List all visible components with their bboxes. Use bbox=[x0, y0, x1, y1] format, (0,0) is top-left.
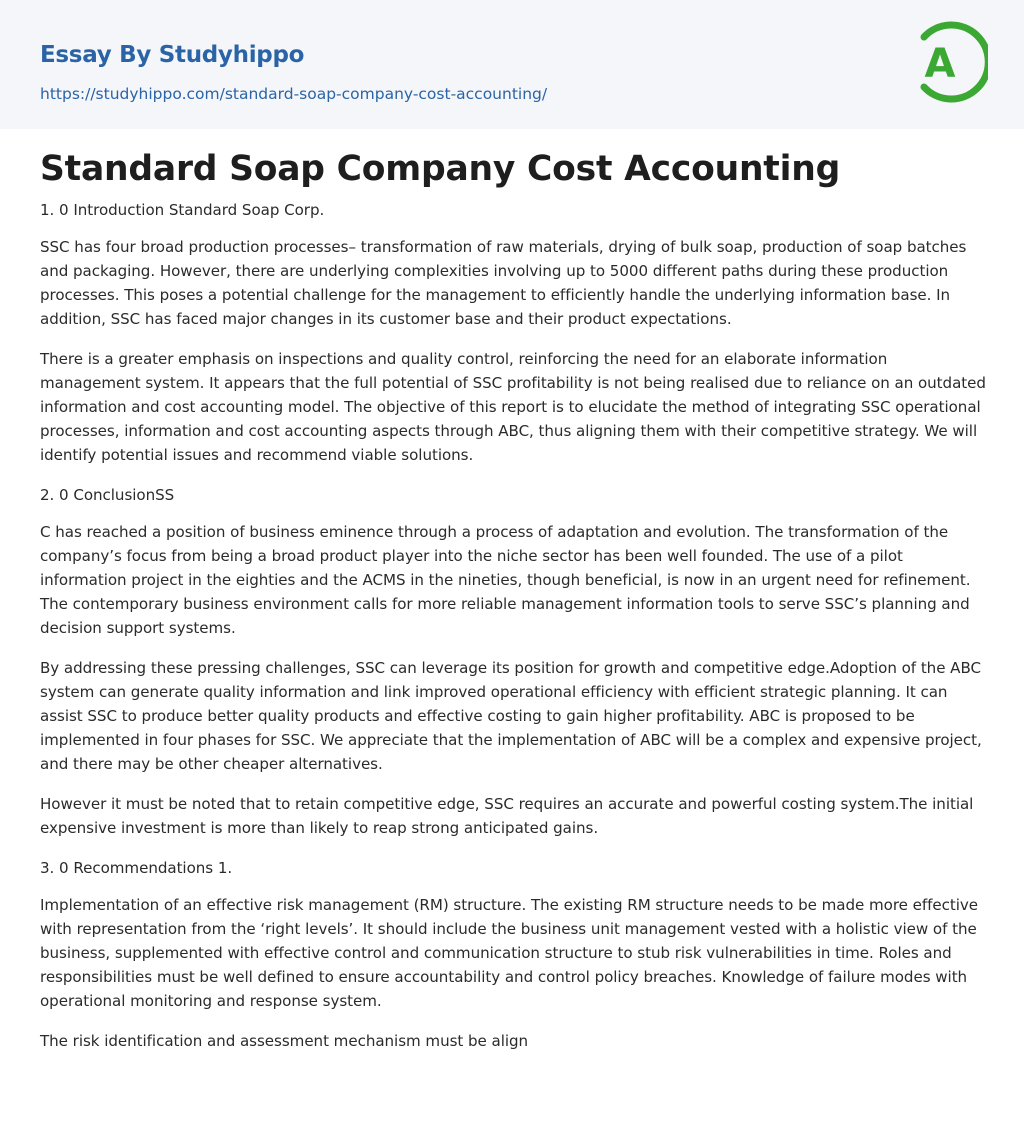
essay-paragraph: C has reached a position of business eminence through a process of adaptation and evolution. The transformation of the company’s focus from being a broad product player into the niche sector has been well founded. The use of a pilot information project in the eighties and the ACMS in the nineties, though beneficial, is now in an urgent need for refinement. The contemporary business environment calls for more reliable management information tools to serve SSC’s planning and decision support systems. bbox=[40, 523, 971, 637]
essay-paragraph: SSC has four broad production processes– transformation of raw materials, drying of bulk soap, production of soap batches and packaging. However, there are underlying complexities involving up to 5000 different paths during these production processes. This poses a potential challenge for the management to efficiently handle the underlying information base. In addition, SSC has faced major changes in its customer base and their product expectations. bbox=[40, 238, 967, 328]
site-header bbox=[0, 0, 1024, 129]
essay-paragraph: However it must be noted that to retain competitive edge, SSC requires an accurate and powerful costing system.The initial expensive investment is more than likely to reap strong anticipated gains. bbox=[40, 795, 974, 837]
section-heading-introduction: 1. 0 Introduction Standard Soap Corp. bbox=[40, 201, 325, 219]
source-url-link[interactable]: https://studyhippo.com/standard-soap-company-cost-accounting/ bbox=[40, 85, 548, 103]
essay-paragraph: By addressing these pressing challenges, SSC can leverage its position for growth and competitive edge.Adoption of the ABC system can generate quality information and link improved operational efficiency with efficient strategic planning. It can assist SSC to produce better quality products and effective costing to gain higher profitability. ABC is proposed to be implemented in four phases for SSC. We appreciate that the implementation of ABC will be a complex and expensive project, and there may be other cheaper alternatives. bbox=[40, 659, 982, 773]
studyhippo-logo-icon[interactable] bbox=[912, 18, 988, 106]
essay-paragraph: There is a greater emphasis on inspections and quality control, reinforcing the need for an elaborate information management system. It appears that the full potential of SSC profitability is not being realised due to reliance on an outdated information and cost accounting model. The objective of this report is to elucidate the method of integrating SSC operational processes, information and cost accounting aspects through ABC, thus aligning them with their competitive strategy. We will identify potential issues and recommend viable solutions. bbox=[40, 350, 986, 464]
logo-letter: A bbox=[924, 41, 956, 87]
essay-paragraph-truncated: The risk identification and assessment mechanism must be align bbox=[40, 1032, 529, 1050]
section-heading-conclusion: 2. 0 ConclusionSS bbox=[40, 486, 175, 504]
page-title: Standard Soap Company Cost Accounting bbox=[40, 149, 841, 189]
brand-title[interactable]: Essay By Studyhippo bbox=[40, 42, 305, 68]
essay-content bbox=[40, 146, 986, 1069]
essay-paragraph: Implementation of an effective risk management (RM) structure. The existing RM structure needs to be made more effective with representation from the ‘right levels’. It should include the business unit management vested with a holistic view of the business, supplemented with effective control and communication structure to stub risk vulnerabilities in time. Roles and responsibilities must be well defined to ensure accountability and control policy breaches. Knowledge of failure modes with operational monitoring and response system. bbox=[40, 896, 979, 1010]
section-heading-recommendations: 3. 0 Recommendations 1. bbox=[40, 859, 233, 877]
